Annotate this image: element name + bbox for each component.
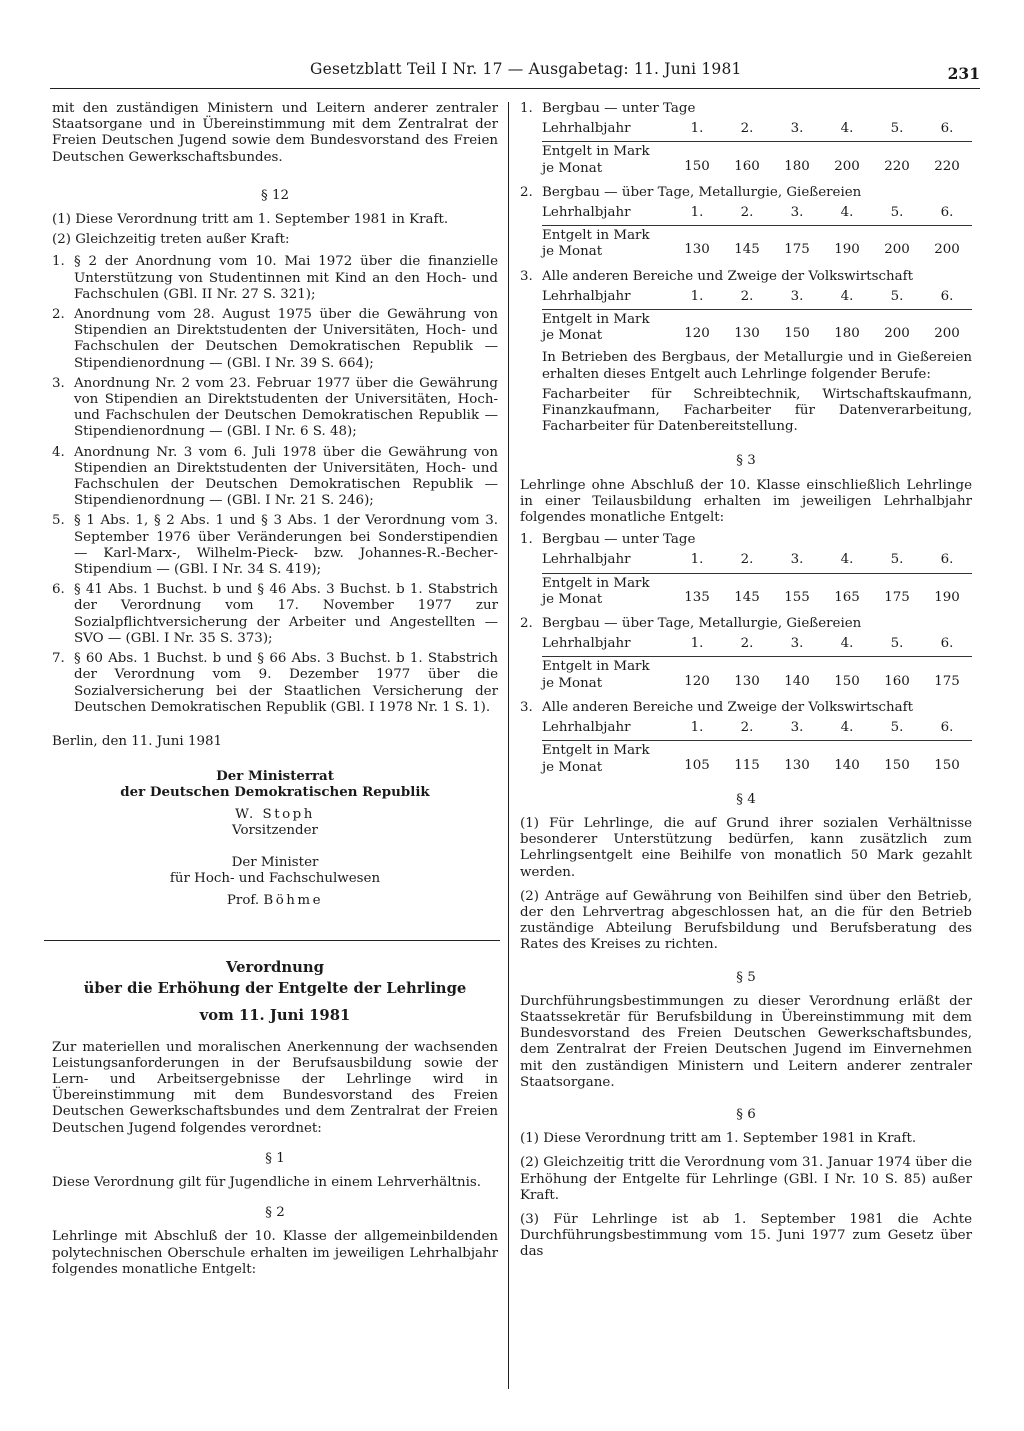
pay-label xyxy=(542,312,672,344)
half-year-cell: 1. xyxy=(690,288,704,304)
half-year-cell: 6. xyxy=(940,552,954,568)
signature-name-2 xyxy=(52,893,498,909)
section-6-paragraph-1: (1) Diese Verordnung tritt am 1. September 1981 in Kraft. xyxy=(520,1131,917,1147)
pay-cell: 200 xyxy=(884,326,910,342)
half-year-row xyxy=(520,121,972,137)
wage-table-caption xyxy=(520,532,972,548)
page-header xyxy=(50,58,980,89)
half-year-label: Lehrhalbjahr xyxy=(542,205,631,221)
half-year-label: Lehrhalbjahr xyxy=(542,288,631,304)
half-year-cell: 4. xyxy=(840,552,854,568)
section-1-text: Diese Verordnung gilt für Jugendliche in einem Lehrverhältnis. xyxy=(52,1174,481,1190)
wage-table-caption-text: Alle anderen Bereiche und Zweige der Volkswirtschaft xyxy=(542,268,913,284)
wage-table-block xyxy=(520,700,972,776)
repeal-item-text: § 60 Abs. 1 Buchst. b und § 66 Abs. 3 Buchst. b 1. Stabstrich der Verordnung vom 9. Dezember 1977 über die Sozialversicherung bei der Staatlichen Versicherung der Deutschen Demokratischen Republik (GBl. I 1978 Nr. 1 S. 1). xyxy=(74,651,498,715)
pay-cell: 175 xyxy=(884,589,910,605)
pay-label-line-2: je Monat xyxy=(542,160,603,176)
pay-cell: 160 xyxy=(734,158,760,174)
pay-cell: 145 xyxy=(734,242,760,258)
half-year-cells xyxy=(672,205,972,221)
half-year-cell: 4. xyxy=(840,288,854,304)
repeal-item xyxy=(52,513,498,578)
pay-cell: 150 xyxy=(784,326,810,342)
half-year-row xyxy=(520,289,972,305)
header-title: Gesetzblatt Teil I Nr. 17 — Ausgabetag: 11. Juni 1981 xyxy=(310,60,742,78)
decree-title-line-2: über die Erhöhung der Entgelte der Lehrlinge xyxy=(83,979,467,997)
pay-label-line-1: Entgelt in Mark xyxy=(542,228,650,244)
wage-table-block xyxy=(520,616,972,692)
half-year-row xyxy=(520,205,972,221)
wage-table-caption-text: Bergbau — über Tage, Metallurgie, Gießereien xyxy=(542,184,862,200)
pay-cell: 190 xyxy=(934,589,960,605)
half-year-cell: 3. xyxy=(790,636,804,652)
half-year-cell: 5. xyxy=(890,552,904,568)
pay-cell: 140 xyxy=(784,673,810,689)
decree-title-line-3: vom 11. Juni 1981 xyxy=(199,1006,351,1024)
wage-table-caption-text: Bergbau — unter Tage xyxy=(542,532,696,548)
pay-cells xyxy=(672,228,972,260)
pay-cell: 165 xyxy=(834,589,860,605)
repeal-item xyxy=(52,582,498,647)
pay-cell: 220 xyxy=(934,158,960,174)
half-year-row xyxy=(520,636,972,652)
pay-cell: 220 xyxy=(884,158,910,174)
half-year-label: Lehrhalbjahr xyxy=(542,552,631,568)
half-year-cell: 4. xyxy=(840,636,854,652)
signature-role-1: Vorsitzender xyxy=(232,822,318,838)
wage-table-block xyxy=(520,269,972,345)
pay-cell: 130 xyxy=(734,673,760,689)
pay-cell: 190 xyxy=(834,242,860,258)
signature-name-2-prefix: Prof. xyxy=(226,893,260,909)
repeal-item-number: 5. xyxy=(52,513,65,529)
wage-table-number: 1. xyxy=(520,101,533,116)
wage-table-number: 1. xyxy=(520,532,533,548)
repeal-item xyxy=(52,376,498,441)
half-year-cell: 5. xyxy=(890,720,904,736)
wage-table-block xyxy=(520,185,972,261)
half-year-cell: 6. xyxy=(940,636,954,652)
pay-row xyxy=(542,225,972,260)
pay-cell: 150 xyxy=(884,757,910,773)
pay-row xyxy=(542,740,972,775)
half-year-row xyxy=(520,720,972,736)
wage-table-caption xyxy=(520,616,972,632)
pay-label-line-1: Entgelt in Mark xyxy=(542,144,650,160)
section-1-heading: § 1 xyxy=(265,1150,285,1166)
half-year-cell: 2. xyxy=(740,636,754,652)
section-4-heading: § 4 xyxy=(736,791,756,807)
half-year-label: Lehrhalbjahr xyxy=(542,720,631,736)
pay-cells xyxy=(672,659,972,691)
section-3-heading: § 3 xyxy=(736,453,756,469)
repeal-item-text: Anordnung Nr. 3 vom 6. Juli 1978 über die Gewährung von Stipendien an Direktstudenten der Universitäten, Hoch- und Fachschulen der Deutschen Demokratischen Republik — Stipendienordnung — (GBl. I Nr. 21 S. 246); xyxy=(74,444,498,509)
section-3-text: Lehrlinge ohne Abschluß der 10. Klasse einschließlich Lehrlinge in einer Teilausbildung erhalten im jeweiligen Lehrhalbjahr folgendes monatliche Entgelt: xyxy=(520,477,972,526)
half-year-cell: 3. xyxy=(790,288,804,304)
section-6-heading: § 6 xyxy=(736,1106,756,1122)
wage-table-number: 2. xyxy=(520,616,533,632)
pay-label-line-2: je Monat xyxy=(542,675,603,691)
half-year-cells xyxy=(672,636,972,652)
pay-cell: 150 xyxy=(934,757,960,773)
pay-cell: 175 xyxy=(784,242,810,258)
pay-cell: 140 xyxy=(834,757,860,773)
wage-table-block xyxy=(520,532,972,608)
pay-cell: 135 xyxy=(684,589,710,605)
signature-name-1: W. Stoph xyxy=(235,806,315,822)
pay-label-line-2: je Monat xyxy=(542,759,603,775)
half-year-cell: 6. xyxy=(940,720,954,736)
wage-table-caption-text: Bergbau — unter Tage xyxy=(542,101,696,116)
section-separator xyxy=(44,940,500,941)
pay-cell: 180 xyxy=(834,326,860,342)
decree-title-line-1: Verordnung xyxy=(226,958,324,976)
half-year-cell: 1. xyxy=(690,205,704,221)
wage-table-caption xyxy=(520,269,972,285)
left-column xyxy=(52,101,498,1278)
half-year-cell: 3. xyxy=(790,205,804,221)
intro-paragraph: mit den zuständigen Ministern und Leitern anderer zentraler Staatsorgane und in Übereinstimmung mit dem Zentralrat der Freien Deutschen Jugend sowie dem Bundesvorstand des Freien Deutschen Gewerkschaftsbundes. xyxy=(52,101,498,165)
section-6-paragraph-3: (3) Für Lehrlinge ist ab 1. September 1981 die Achte Durchführungsbestimmung vom 15. Juni 1977 zum Gesetz über das xyxy=(520,1211,972,1260)
repeal-item xyxy=(52,254,498,303)
repeal-item xyxy=(52,307,498,372)
half-year-cell: 2. xyxy=(740,288,754,304)
half-year-cells xyxy=(672,552,972,568)
pay-cell: 155 xyxy=(784,589,810,605)
half-year-cell: 3. xyxy=(790,720,804,736)
half-year-label: Lehrhalbjahr xyxy=(542,121,631,137)
pay-row xyxy=(542,141,972,176)
half-year-row xyxy=(520,552,972,568)
half-year-cell: 5. xyxy=(890,205,904,221)
pay-cell: 120 xyxy=(684,673,710,689)
half-year-cell: 6. xyxy=(940,288,954,304)
repeal-item-number: 7. xyxy=(52,651,65,667)
place-date: Berlin, den 11. Juni 1981 xyxy=(52,733,223,749)
wage-table-caption xyxy=(520,185,972,201)
pay-label-line-2: je Monat xyxy=(542,244,603,260)
wage-table-number: 3. xyxy=(520,699,533,715)
signature-minister-line-2: für Hoch- und Fachschulwesen xyxy=(169,871,381,887)
pay-label-line-2: je Monat xyxy=(542,591,603,607)
pay-label xyxy=(542,228,672,260)
section-12-paragraph-1: (1) Diese Verordnung tritt am 1. September 1981 in Kraft. xyxy=(52,212,449,228)
section-2-text: Lehrlinge mit Abschluß der 10. Klasse der allgemeinbildenden polytechnischen Oberschule erhalten im jeweiligen Lehrhalbjahr folgendes monatliche Entgelt: xyxy=(52,1229,498,1277)
section-2-heading: § 2 xyxy=(265,1205,285,1221)
half-year-cell: 6. xyxy=(940,121,954,137)
pay-cells xyxy=(672,144,972,176)
wage-table-caption-text: Bergbau — über Tage, Metallurgie, Gießereien xyxy=(542,616,862,632)
signature-org-line-2: der Deutschen Demokratischen Republik xyxy=(120,784,430,801)
pay-cell: 175 xyxy=(934,673,960,689)
section-5-heading: § 5 xyxy=(736,969,756,985)
half-year-cell: 2. xyxy=(740,205,754,221)
pay-label-line-2: je Monat xyxy=(542,328,603,344)
wage-table-caption xyxy=(520,700,972,716)
pay-cell: 160 xyxy=(884,673,910,689)
pay-cell: 120 xyxy=(684,326,710,342)
pay-label-line-1: Entgelt in Mark xyxy=(542,659,650,675)
pay-row xyxy=(542,656,972,691)
pay-cell: 145 xyxy=(734,589,760,605)
pay-cell: 200 xyxy=(934,326,960,342)
section-2-note: In Betrieben des Bergbaus, der Metallurgie und in Gießereien erhalten dieses Entgelt auch Lehrlinge folgender Berufe: xyxy=(542,350,972,382)
half-year-cell: 4. xyxy=(840,121,854,137)
half-year-cell: 2. xyxy=(740,552,754,568)
half-year-cell: 3. xyxy=(790,552,804,568)
section-12-heading: § 12 xyxy=(261,187,289,203)
pay-cell: 115 xyxy=(734,757,760,773)
pay-cells xyxy=(672,743,972,775)
wage-table-section-3 xyxy=(520,532,972,775)
half-year-cell: 5. xyxy=(890,636,904,652)
pay-cell: 130 xyxy=(784,757,810,773)
section-6-paragraph-2: (2) Gleichzeitig tritt die Verordnung vom 31. Januar 1974 über die Erhöhung der Entgelte für Lehrlinge (GBl. I Nr. 10 S. 85) außer Kraft. xyxy=(520,1155,972,1203)
signature-minister-line-1: Der Minister xyxy=(231,854,319,870)
pay-cell: 150 xyxy=(834,673,860,689)
pay-row xyxy=(542,573,972,608)
repeal-item-text: Anordnung vom 28. August 1975 über die Gewährung von Stipendien an Direktstudenten der Universitäten, Hoch- und Fachschulen der Deutschen Demokratischen Republik — Stipendienordnung — (GBl. I Nr. 39 S. 664); xyxy=(74,307,498,371)
half-year-cell: 1. xyxy=(690,636,704,652)
pay-label-line-1: Entgelt in Mark xyxy=(542,743,650,759)
wage-table-number: 3. xyxy=(520,268,533,284)
wage-table-caption-text: Alle anderen Bereiche und Zweige der Volkswirtschaft xyxy=(542,699,913,715)
section-2-note-jobs: Facharbeiter für Schreibtechnik, Wirtschaftskaufmann, Finanzkaufmann, Facharbeiter für Datenverarbeitung, Facharbeiter für Datenbereitstellung. xyxy=(542,386,972,435)
repeal-item xyxy=(52,651,498,716)
wage-table-block xyxy=(520,101,972,177)
repeal-item-text: § 2 der Anordnung vom 10. Mai 1972 über die finanzielle Unterstützung von Studentinnen mit Kind an den Hoch- und Fachschulen (GBl. II Nr. 27 S. 321); xyxy=(74,254,498,302)
half-year-cells xyxy=(672,720,972,736)
half-year-cell: 1. xyxy=(690,552,704,568)
signature-org-line-1: Der Ministerrat xyxy=(216,768,334,785)
pay-label xyxy=(542,743,672,775)
pay-cells xyxy=(672,576,972,608)
wage-table-number: 2. xyxy=(520,184,533,200)
half-year-cell: 1. xyxy=(690,720,704,736)
half-year-cell: 2. xyxy=(740,720,754,736)
repeal-list xyxy=(52,254,498,715)
pay-cell: 200 xyxy=(834,158,860,174)
half-year-cell: 4. xyxy=(840,720,854,736)
half-year-cells xyxy=(672,121,972,137)
repeal-item-number: 4. xyxy=(52,444,65,460)
pay-label xyxy=(542,144,672,176)
pay-cell: 130 xyxy=(734,326,760,342)
section-4-paragraph-2: (2) Anträge auf Gewährung von Beihilfen sind über den Betrieb, der den Lehrvertrag abgeschlossen hat, an die für den Betrieb zuständige Abteilung Berufsbildung und Berufsberatung des Rates des Kreises zu richten. xyxy=(520,888,972,953)
decree-preamble: Zur materiellen und moralischen Anerkennung der wachsenden Leistungsanforderungen in der Berufsausbildung sowie der Lern- und Arbeitsergebnisse der Lehrlinge wird in Übereinstimmung mit dem Bundesvorstand des Freien Deutschen Gewerkschaftsbundes und dem Zentralrat der Freien Deutschen Jugend folgendes verordnet: xyxy=(52,1039,498,1136)
half-year-cell: 1. xyxy=(690,121,704,137)
wage-table-section-2 xyxy=(520,101,972,344)
pay-cell: 200 xyxy=(884,242,910,258)
half-year-cell: 5. xyxy=(890,288,904,304)
pay-cell: 130 xyxy=(684,242,710,258)
pay-cells xyxy=(672,312,972,344)
half-year-cells xyxy=(672,289,972,305)
pay-cell: 150 xyxy=(684,158,710,174)
half-year-cell: 4. xyxy=(840,205,854,221)
half-year-cell: 5. xyxy=(890,121,904,137)
right-column xyxy=(520,101,972,1261)
repeal-item-text: § 41 Abs. 1 Buchst. b und § 46 Abs. 3 Buchst. b 1. Stabstrich der Verordnung vom 17. November 1977 zur Sozialpflichtversicherung der Arbeiter und Angestellten — SVO — (GBl. I Nr. 35 S. 373); xyxy=(74,582,498,646)
section-5-text: Durchführungsbestimmungen zu dieser Verordnung erläßt der Staatssekretär für Berufsbildung in Übereinstimmung mit dem Bundesvorstand des Freien Deutschen Gewerkschaftsbundes, dem Zentralrat der Freien Deutschen Jugend im Einvernehmen mit den zuständigen Ministern und Leitern anderer zentraler Staatsorgane. xyxy=(520,993,972,1090)
repeal-item xyxy=(52,445,498,510)
section-4-paragraph-1: (1) Für Lehrlinge, die auf Grund ihrer sozialen Verhältnisse besonderer Unterstützung bedürfen, kann zusätzlich zum Lehrlingsentgelt eine Beihilfe von monatlich 50 Mark gezahlt werden. xyxy=(520,815,972,880)
half-year-cell: 6. xyxy=(940,205,954,221)
pay-label xyxy=(542,576,672,608)
half-year-cell: 2. xyxy=(740,121,754,137)
repeal-item-number: 3. xyxy=(52,375,65,391)
repeal-item-text: § 1 Abs. 1, § 2 Abs. 1 und § 3 Abs. 1 der Verordnung vom 3. September 1976 über Veränderungen bei Sonderstipendien — Karl-Marx-, Wilhelm-Pieck- bzw. Johannes-R.-Becher-Stipendium — (GBl. I Nr. 34 S. 419); xyxy=(74,513,498,578)
half-year-label: Lehrhalbjahr xyxy=(542,636,631,652)
repeal-item-text: Anordnung Nr. 2 vom 23. Februar 1977 über die Gewährung von Stipendien an Direktstudenten der Universitäten, Hoch- und Fachschulen der Deutschen Demokratischen Republik — Stipendienordnung — (GBl. I Nr. 6 S. 48); xyxy=(74,375,498,440)
repeal-item-number: 2. xyxy=(52,307,65,323)
repeal-item-number: 1. xyxy=(52,254,65,270)
half-year-cell: 3. xyxy=(790,121,804,137)
pay-cell: 180 xyxy=(784,158,810,174)
pay-row xyxy=(542,309,972,344)
section-12-paragraph-2: (2) Gleichzeitig treten außer Kraft: xyxy=(52,232,290,248)
pay-label xyxy=(542,659,672,691)
wage-table-caption xyxy=(520,101,972,117)
repeal-item-number: 6. xyxy=(52,582,65,598)
pay-cell: 200 xyxy=(934,242,960,258)
signature-name-2-surname: Böhme xyxy=(263,893,324,909)
column-divider xyxy=(508,102,509,1389)
pay-cell: 105 xyxy=(684,757,710,773)
pay-label-line-1: Entgelt in Mark xyxy=(542,575,650,591)
page-number: 231 xyxy=(947,64,980,83)
pay-label-line-1: Entgelt in Mark xyxy=(542,312,650,328)
